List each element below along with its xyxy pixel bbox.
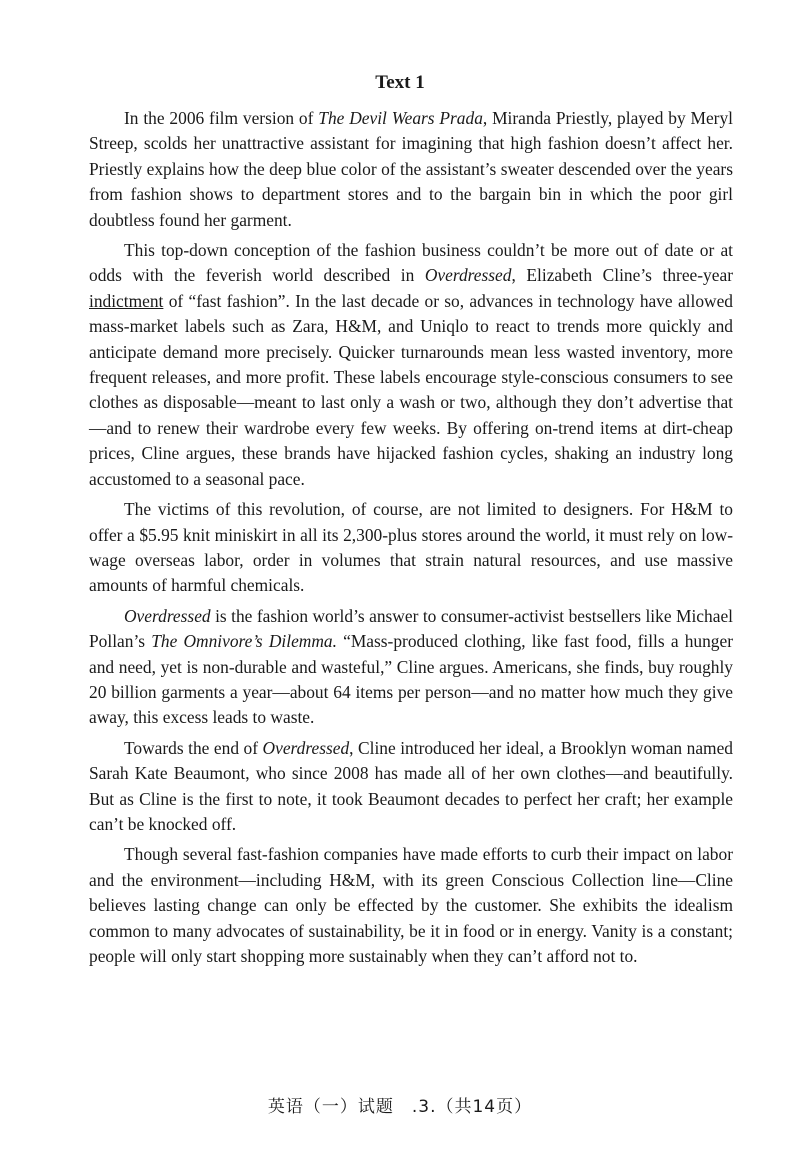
book-title: Overdressed bbox=[424, 265, 512, 286]
underlined-word: indictment bbox=[89, 290, 164, 311]
book-title: Overdressed bbox=[124, 605, 211, 626]
p1-text-a: In the 2006 film version of bbox=[124, 108, 319, 128]
book-title-omnivore: The Omnivore’s Dilemma. bbox=[151, 631, 337, 652]
p4-text-b: is the fashion world’s answer to consumer-activist bestsellers like Michael Pollan’s bbox=[89, 605, 733, 652]
page-footer: 英语（一）试题 .3.（共14页） bbox=[267, 1097, 533, 1117]
p2-text-e: of “fast fashion”. In the last decade or so, advances in technology have allowed mass-market labels such as Zara, H&M, and Uniqlo to react to trends more quickly and anticipate demand more precisely. Quicker turnarounds mean less wasted inventory, more frequent releases, and more profit. These labels encourage style-conscious consumers to see clothes as disposable—meant to last only a wash or two, although they don’t advertise that—and to renew their wardrobe every few weeks. By offering on-trend items at dirt-cheap prices, Cline argues, these brands have hijacked fashion cycles, shaking an industry long accustomed to a seasonal pace. bbox=[89, 290, 733, 489]
paragraph-2 bbox=[89, 238, 733, 492]
paragraph-6 bbox=[89, 842, 733, 969]
paragraph-5 bbox=[89, 736, 733, 838]
paragraph-4 bbox=[89, 604, 733, 731]
book-title: Overdressed bbox=[262, 737, 350, 758]
paragraph-3 bbox=[89, 497, 733, 599]
p2-text-a: This top-down conception of the fashion business couldn’t be more out of date or at odds with the feverish world described in bbox=[89, 240, 733, 286]
paragraph-1 bbox=[89, 106, 733, 233]
p2-text-c: , Elizabeth Cline’s three-year bbox=[511, 265, 733, 286]
p5-text-a: Towards the end of bbox=[124, 737, 263, 758]
film-title: The Devil Wears Prada bbox=[318, 108, 483, 128]
p1-text-c: , Miranda Priestly, played by Meryl Streep, scolds her unattractive assistant for imagining that high fashion doesn’t affect her. Priestly explains how the deep blue color of the assistant’s sweater descended over the years from fashion shows to department stores and to the bargain bin in which the poor girl doubtless found her garment. bbox=[89, 108, 733, 230]
p6-text-a: Though several fast-fashion companies have made efforts to curb their impact on labor and the environment—including H&M, with its green Conscious Collection line—Cline believes lasting change can only be effected by the customer. She exhibits the idealism common to many advocates of sustainability, be it in food or in energy. Vanity is a constant; people will only start shopping more sustainably when they can’t afford not to. bbox=[89, 844, 733, 966]
p4-text-d: “Mass-produced clothing, like fast food, fills a hunger and need, yet is non-durable and wasteful,” Cline argues. Americans, she finds, buy roughly 20 billion garments a year—about 64 items per person—and no matter how much they give away, this excess leads to waste. bbox=[89, 631, 733, 728]
p5-text-c: , Cline introduced her ideal, a Brooklyn woman named Sarah Kate Beaumont, who since 2008 has made all of her own clothes—and beautifully. But as Cline is the first to note, it took Beaumont decades to perfect her craft; her example can’t be knocked off. bbox=[89, 737, 733, 834]
passage-body bbox=[89, 106, 733, 974]
text-title: Text 1 bbox=[375, 72, 425, 93]
p3-text-a: The victims of this revolution, of course, are not limited to designers. For H&M to offer a $5.95 knit miniskirt in all its 2,300-plus stores around the world, it must rely on low-wage overseas labor, order in volumes that strain natural resources, and use massive amounts of harmful chemicals. bbox=[89, 499, 733, 596]
